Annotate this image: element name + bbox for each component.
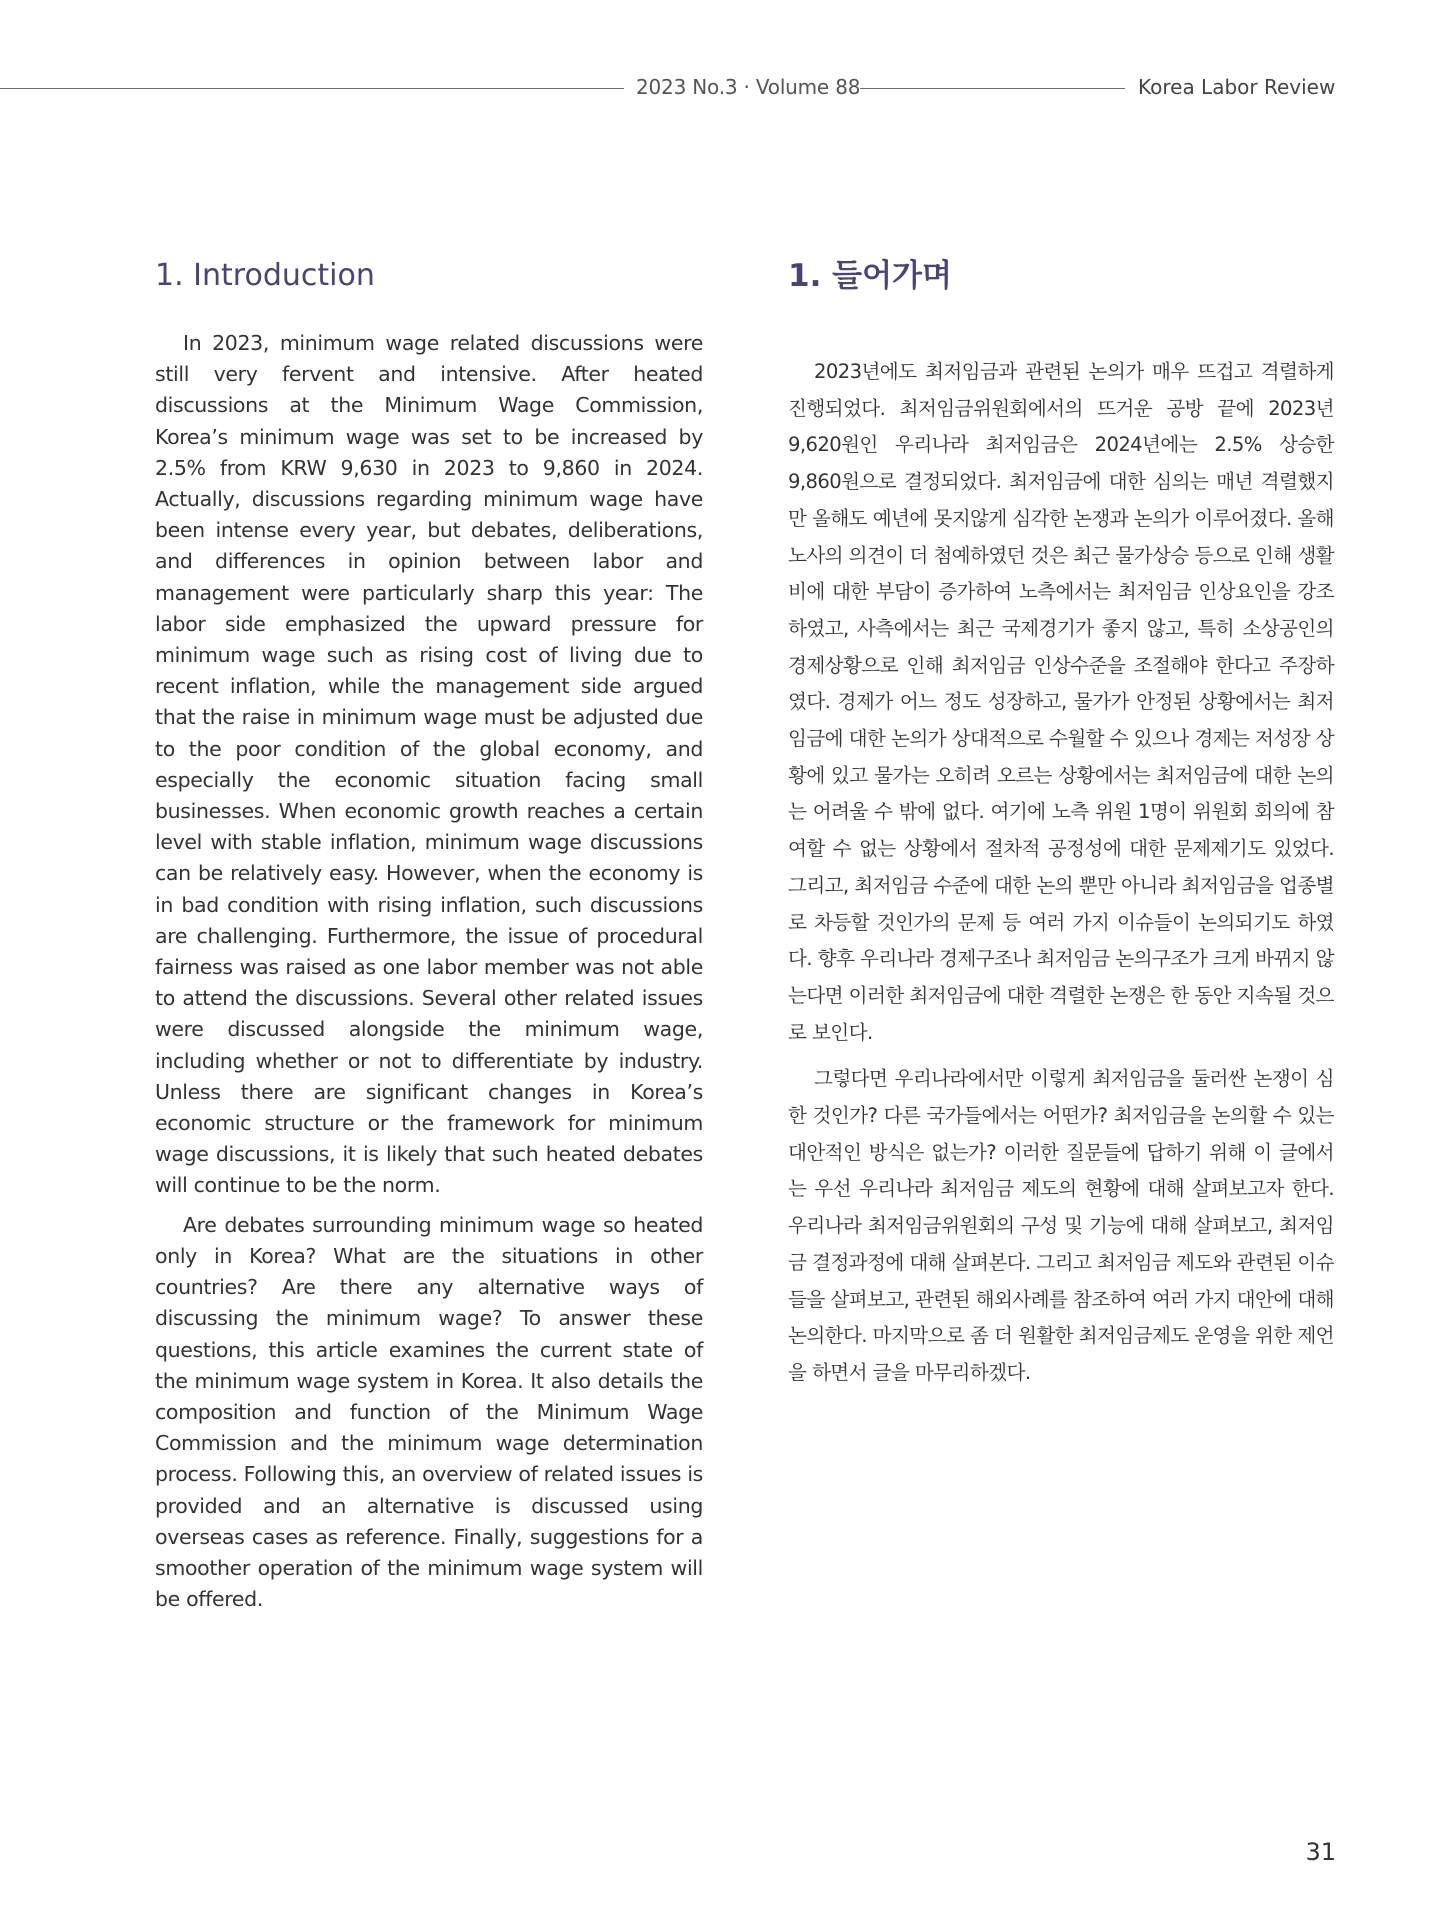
section-heading-korean: 1. 들어가며 <box>788 258 952 294</box>
korean-paragraph-1: 2023년에도 최저임금과 관련된 논의가 매우 뜨겁고 격렬하게 진행되었다. 최저임금위원회에서의 뜨거운 공방 끝에 2023년 9,620원인 우리나라 최저임금은 2024년에는 2.5% 상승한 9,860원으로 결정되었다. 최저임금에 대한 심의는 매년 격렬했지만 올해도 예년에 못지않게 심각한 논쟁과 논의가 이루어졌다. 올해 노사의 의견이 더 첨예하였던 것은 최근 물가상승 등으로 인해 생활비에 대한 부담이 증가하여 노측에서는 최저임금 인상요인을 강조하였고, 사측에서는 최근 국제경기가 좋지 않고, 특히 소상공인의 경제상황으로 인해 최저임금 인상수준을 조절해야 한다고 주장하였다. 경제가 어느 정도 성장하고, 물가가 안정된 상황에서는 최저임금에 대한 논의가 상대적으로 수월할 수 있으나 경제는 저성장 상황에 있고 물가는 오히려 오르는 상황에서는 최저임금에 대한 논의는 어려울 수 밖에 없다. 여기에 노측 위원 1명이 위원회 회의에 참여할 수 없는 상황에서 절차적 공정성에 대한 문제제기도 있었다. 그리고, 최저임금 수준에 대한 논의 뿐만 아니라 최저임금을 업종별로 차등할 것인가의 문제 등 여러 가지 이슈들이 논의되기도 하였다. 향후 우리나라 경제구조나 최저임금 논의구조가 크게 바뀌지 않는다면 이러한 최저임금에 대한 격렬한 논쟁은 한 동안 지속될 것으로 보인다. <box>788 360 1334 1044</box>
issue-info: 2023 No.3 · Volume 88 <box>636 75 861 99</box>
page-number: 31 <box>1305 1838 1336 1866</box>
english-paragraph-2: Are debates surrounding minimum wage so heated only in Korea? What are the situations in other countries? Are there any alternative ways of discussing the minimum wage? To answer these questions, this article examines the current state of the minimum wage system in Korea. It also details the composition and function of the Minimum Wage Commission and the minimum wage determination process. Following this, an overview of related issues is provided and an alternative is discussed using overseas cases as reference. Finally, suggestions for a smoother operation of the minimum wage system will be offered. <box>155 1212 703 1612</box>
korean-paragraph-2: 그렇다면 우리나라에서만 이렇게 최저임금을 둘러싼 논쟁이 심한 것인가? 다른 국가들에서는 어떤가? 최저임금을 논의할 수 있는 대안적인 방식은 없는가? 이러한 질문들에 답하기 위해 이 글에서는 우선 우리나라 최저임금 제도의 현황에 대해 살펴보고자 한다. 우리나라 최저임금위원회의 구성 및 기능에 대해 살펴보고, 최저임금 결정과정에 대해 살펴본다. 그리고 최저임금 제도와 관련된 이슈들을 살펴보고, 관련된 해외사례를 참조하여 여러 가지 대안에 대해 논의한다. 마지막으로 좀 더 원활한 최저임금제도 운영을 위한 제언을 하면서 글을 마무리하겠다. <box>788 1067 1334 1384</box>
english-paragraph-1: In 2023, minimum wage related discussions were still very fervent and intensive. After heated discussions at the Minimum Wage Commission, Korea’s minimum wage was set to be increased by 2.5% from KRW 9,630 in 2023 to 9,860 in 2024. Actually, discussions regarding minimum wage have been intense every year, but debates, deliberations, and differences in opinion between labor and management were particularly sharp this year: The labor side emphasized the upward pressure for minimum wage such as rising cost of living due to recent inflation, while the management side argued that the raise in minimum wage must be adjusted due to the poor condition of the global economy, and especially the economic situation facing small businesses. When economic growth reaches a certain level with stable inflation, minimum wage discussions can be relatively easy. However, when the economy is in bad condition with rising inflation, such discussions are challenging. Furthermore, the issue of procedural fairness was raised as one labor member was not able to attend the discussions. Several other related issues were discussed alongside the minimum wage, including whether or not to differentiate by industry. Unless there are significant changes in Korea’s economic structure or the framework for minimum wage discussions, it is likely that such heated debates will continue to be the norm. <box>155 331 703 1198</box>
journal-title: Korea Labor Review <box>1138 75 1336 99</box>
header-rule-right <box>860 88 1125 89</box>
section-heading-english: 1. Introduction <box>155 258 375 293</box>
header-rule-left <box>0 88 624 89</box>
english-column <box>155 256 703 1615</box>
running-header <box>0 72 1432 102</box>
korean-column <box>788 256 1334 1392</box>
